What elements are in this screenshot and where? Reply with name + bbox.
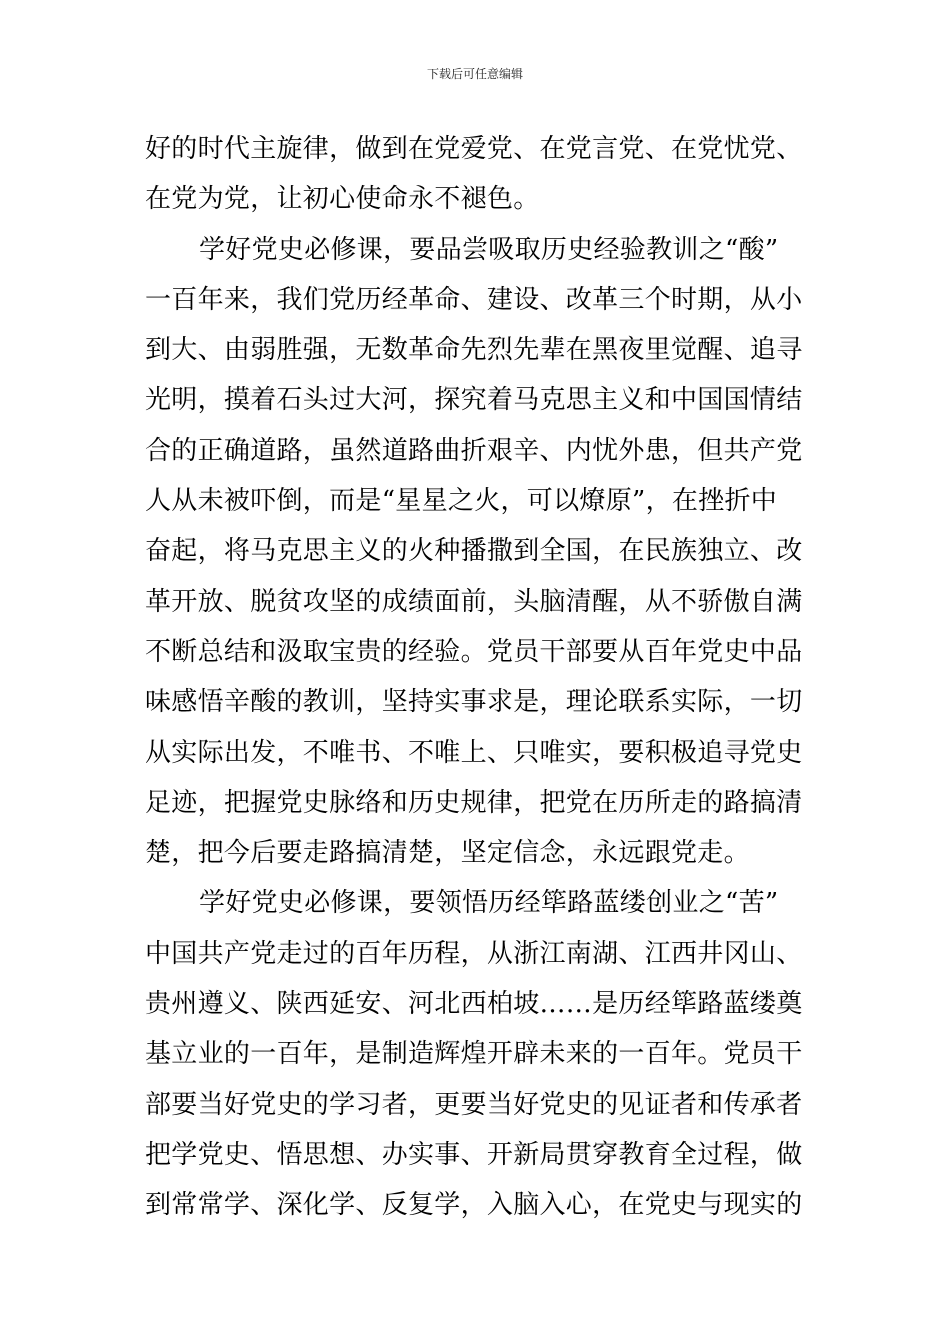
text-line: 贵州遵义、陕西延安、河北西柏坡……是历经筚路蓝缕奠 xyxy=(145,989,803,1020)
text-line: 一百年来，我们党历经革命、建设、改革三个时期，从小 xyxy=(145,284,803,315)
text-line: 部要当好党史的学习者，更要当好党史的见证者和传承者 xyxy=(145,1089,803,1120)
text-line: 从实际出发，不唯书、不唯上、只唯实，要积极追寻党史 xyxy=(145,737,803,768)
paragraph-first-line: 学好党史必修课，要品尝吸取历史经验教训之“酸” xyxy=(199,234,779,265)
text-line: 光明，摸着石头过大河，探究着马克思主义和中国国情结 xyxy=(145,385,803,416)
document-body xyxy=(145,124,815,1231)
text-line: 革开放、脱贫攻坚的成绩面前，头脑清醒，从不骄傲自满 xyxy=(145,586,803,617)
text-line: 把学党史、悟思想、办实事、开新局贯穿教育全过程，做 xyxy=(145,1139,803,1170)
text-line: 楚，把今后要走路搞清楚，坚定信念，永远跟党走。 xyxy=(145,838,750,869)
text-line: 味感悟辛酸的教训，坚持实事求是，理论联系实际，一切 xyxy=(145,687,803,718)
paragraph-first-line: 学好党史必修课，要领悟历经筚路蓝缕创业之“苦” xyxy=(199,888,779,919)
text-line: 好的时代主旋律，做到在党爱党、在党言党、在党忧党、 xyxy=(145,134,803,164)
text-line: 到常常学、深化学、反复学，入脑入心，在党史与现实的 xyxy=(145,1190,803,1221)
text-line: 基立业的一百年，是制造辉煌开辟未来的一百年。党员干 xyxy=(145,1039,803,1070)
text-line: 到大、由弱胜强，无数革命先烈先辈在黑夜里觉醒、追寻 xyxy=(145,335,803,366)
text-line: 合的正确道路，虽然道路曲折艰辛、内忧外患，但共产党 xyxy=(145,435,803,466)
text-line: 足迹，把握党史脉络和历史规律，把党在历所走的路搞清 xyxy=(145,787,803,818)
text-line: 不断总结和汲取宝贵的经验。党员干部要从百年党史中品 xyxy=(145,636,803,667)
text-line: 中国共产党走过的百年历程，从浙江南湖、江西井冈山、 xyxy=(145,938,803,969)
page-header: 下载后可任意编辑 xyxy=(426,67,523,81)
text-line: 人从未被吓倒，而是“星星之火，可以燎原”，在挫折中 xyxy=(145,486,778,517)
text-line: 奋起，将马克思主义的火种播撒到全国，在民族独立、改 xyxy=(145,536,803,567)
text-line: 在党为党，让初心使命永不褪色。 xyxy=(145,184,540,215)
